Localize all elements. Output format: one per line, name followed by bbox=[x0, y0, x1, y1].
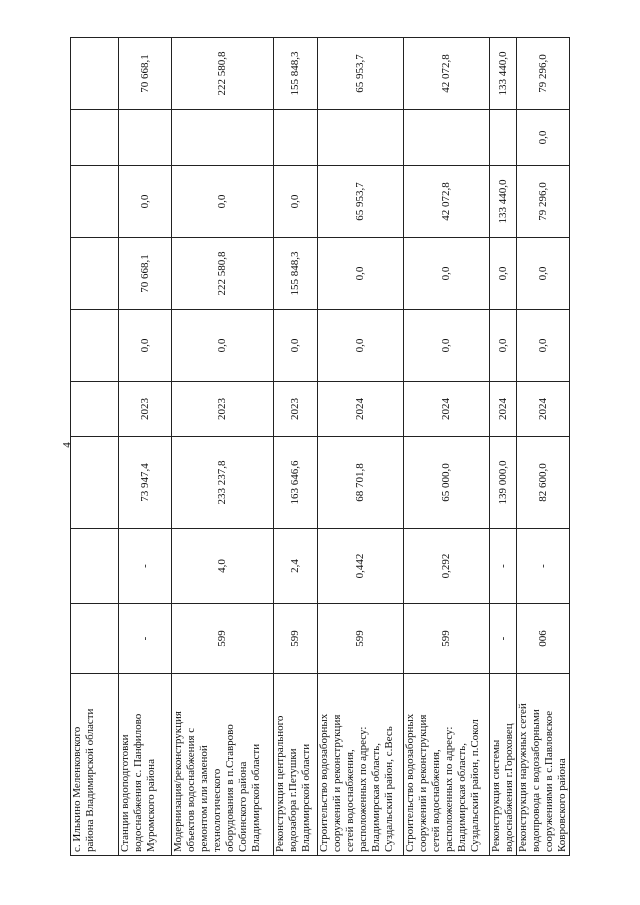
cell-v2023: 0,0 bbox=[517, 238, 570, 310]
object-name-line: Реконструкция системы bbox=[490, 739, 502, 852]
cell-v2022 bbox=[71, 310, 119, 382]
object-name-line: района Владимирской области bbox=[84, 708, 96, 852]
cell-cost: 73 947,4 bbox=[119, 437, 172, 529]
cell-capacity: 4,0 bbox=[172, 529, 274, 604]
cell-v2025 bbox=[119, 110, 172, 166]
cell-year: 2024 bbox=[404, 382, 490, 437]
object-name-line: Строительство водозаборных bbox=[318, 713, 330, 852]
object-name-line: водоснабжения г.Гороховец bbox=[503, 723, 515, 852]
object-name-line: Муромского района bbox=[145, 759, 157, 852]
cell-year: 2023 bbox=[119, 382, 172, 437]
cell-v2024: 0,0 bbox=[274, 166, 318, 238]
object-name-line: Станции водоподготовки bbox=[119, 734, 131, 852]
cell-object-name bbox=[490, 674, 517, 856]
cell-v2023: 155 848,3 bbox=[274, 238, 318, 310]
cell-cost: 65 000,0 bbox=[404, 437, 490, 529]
object-name-line: Владимирская область, bbox=[370, 743, 382, 852]
cell-v2025 bbox=[274, 110, 318, 166]
cell-v2025 bbox=[71, 110, 119, 166]
cell-total: 155 848,3 bbox=[274, 38, 318, 110]
cell-v2024: 133 440,0 bbox=[490, 166, 517, 238]
rotated-table-container bbox=[70, 38, 568, 856]
cell-total: 42 072,8 bbox=[404, 38, 490, 110]
cell-code: 599 bbox=[318, 604, 404, 674]
object-name-line: Собинского района bbox=[237, 761, 249, 852]
object-name-line: Реконструкция наружных сетей bbox=[517, 703, 529, 852]
cell-capacity: - bbox=[490, 529, 517, 604]
cell-code: 599 bbox=[404, 604, 490, 674]
cell-v2022: 0,0 bbox=[517, 310, 570, 382]
cell-object-name bbox=[119, 674, 172, 856]
object-name-line: водозабора г.Петушки bbox=[287, 748, 299, 852]
cell-v2024: 79 296,0 bbox=[517, 166, 570, 238]
object-name-line: Суздальский район, п.Сокол bbox=[469, 719, 481, 852]
cell-v2023: 222 580,8 bbox=[172, 238, 274, 310]
cell-code: - bbox=[119, 604, 172, 674]
object-name-line: водопровода с водозаборными bbox=[530, 709, 542, 852]
object-name-line: технологического bbox=[211, 768, 223, 852]
cell-object-name bbox=[274, 674, 318, 856]
cell-capacity: - bbox=[119, 529, 172, 604]
cell-total: 79 296,0 bbox=[517, 38, 570, 110]
table-row bbox=[517, 38, 570, 856]
object-name-line: расположенных по адресу: bbox=[443, 726, 455, 852]
cell-object-name bbox=[172, 674, 274, 856]
object-name-line: сетей водоснабжения, bbox=[430, 749, 442, 852]
cell-year: 2024 bbox=[490, 382, 517, 437]
cell-year: 2023 bbox=[172, 382, 274, 437]
cell-cost: 233 237,8 bbox=[172, 437, 274, 529]
cell-v2023 bbox=[71, 238, 119, 310]
cell-v2023: 0,0 bbox=[490, 238, 517, 310]
object-name-line: сооружений и реконструкция bbox=[331, 714, 343, 852]
cell-total: 222 580,8 bbox=[172, 38, 274, 110]
object-name-line: расположенных по адресу: bbox=[357, 726, 369, 852]
cell-v2025 bbox=[404, 110, 490, 166]
cell-year: 2023 bbox=[274, 382, 318, 437]
object-name-line: оборудования в п.Ставрово bbox=[224, 724, 236, 852]
object-name-line: сооружениями в с.Павловское bbox=[543, 710, 555, 852]
object-name-line: ремонтом или заменой bbox=[198, 745, 210, 852]
cell-capacity: 0,442 bbox=[318, 529, 404, 604]
object-name-line: Владимирской области bbox=[300, 743, 312, 852]
object-name-line: Владимирской области bbox=[250, 743, 262, 852]
object-name-line: водоснабжения с. Панфилово bbox=[132, 713, 144, 852]
table-row bbox=[71, 38, 119, 856]
object-name-line: Владимирская область, bbox=[456, 743, 468, 852]
cell-v2025 bbox=[490, 110, 517, 166]
cell-total: 65 953,7 bbox=[318, 38, 404, 110]
cell-object-name bbox=[404, 674, 490, 856]
cell-capacity: 0,292 bbox=[404, 529, 490, 604]
cell-capacity bbox=[71, 529, 119, 604]
cell-v2024: 0,0 bbox=[172, 166, 274, 238]
cell-v2022: 0,0 bbox=[274, 310, 318, 382]
cell-capacity: - bbox=[517, 529, 570, 604]
object-name-line: Модернизация/реконструкция bbox=[172, 711, 184, 852]
object-name-line: Ковровского района bbox=[556, 758, 568, 852]
investment-program-table bbox=[70, 37, 570, 856]
cell-v2024 bbox=[71, 166, 119, 238]
cell-object-name bbox=[517, 674, 570, 856]
cell-v2022: 0,0 bbox=[318, 310, 404, 382]
cell-v2025: 0,0 bbox=[517, 110, 570, 166]
object-name-line: сетей водоснабжения, bbox=[344, 749, 356, 852]
cell-cost: 68 701,8 bbox=[318, 437, 404, 529]
object-name-line: объектов водоснабжения с bbox=[185, 727, 197, 852]
object-name-line: с. Илькино Меленковского bbox=[71, 726, 83, 852]
cell-code: 599 bbox=[172, 604, 274, 674]
table-row bbox=[274, 38, 318, 856]
cell-year: 2024 bbox=[517, 382, 570, 437]
object-name-line: сооружений и реконструкция bbox=[417, 714, 429, 852]
table-body bbox=[71, 38, 570, 856]
cell-code: 006 bbox=[517, 604, 570, 674]
cell-code: - bbox=[490, 604, 517, 674]
cell-v2022: 0,0 bbox=[172, 310, 274, 382]
object-name-line: Реконструкция центрального bbox=[274, 715, 286, 852]
cell-v2023: 0,0 bbox=[318, 238, 404, 310]
cell-cost: 139 000,0 bbox=[490, 437, 517, 529]
cell-v2024: 42 072,8 bbox=[404, 166, 490, 238]
cell-v2022: 0,0 bbox=[404, 310, 490, 382]
object-name-line: Строительство водозаборных bbox=[404, 713, 416, 852]
cell-v2025 bbox=[172, 110, 274, 166]
cell-total: 70 668,1 bbox=[119, 38, 172, 110]
cell-v2025 bbox=[318, 110, 404, 166]
cell-total: 133 440,0 bbox=[490, 38, 517, 110]
cell-v2024: 0,0 bbox=[119, 166, 172, 238]
page-number: 4 bbox=[61, 442, 73, 448]
cell-v2022: 0,0 bbox=[119, 310, 172, 382]
cell-cost: 82 600,0 bbox=[517, 437, 570, 529]
cell-cost: 163 646,6 bbox=[274, 437, 318, 529]
cell-v2023: 70 668,1 bbox=[119, 238, 172, 310]
object-name-line: Суздальский район, с.Весь bbox=[383, 726, 395, 852]
table-row bbox=[404, 38, 490, 856]
cell-object-name bbox=[71, 674, 119, 856]
cell-object-name bbox=[318, 674, 404, 856]
cell-year bbox=[71, 382, 119, 437]
cell-code: 599 bbox=[274, 604, 318, 674]
table-row bbox=[490, 38, 517, 856]
cell-v2022: 0,0 bbox=[490, 310, 517, 382]
table-row bbox=[318, 38, 404, 856]
cell-code bbox=[71, 604, 119, 674]
cell-year: 2024 bbox=[318, 382, 404, 437]
table-row bbox=[172, 38, 274, 856]
cell-total bbox=[71, 38, 119, 110]
cell-cost bbox=[71, 437, 119, 529]
cell-v2023: 0,0 bbox=[404, 238, 490, 310]
cell-capacity: 2,4 bbox=[274, 529, 318, 604]
table-row bbox=[119, 38, 172, 856]
cell-v2024: 65 953,7 bbox=[318, 166, 404, 238]
